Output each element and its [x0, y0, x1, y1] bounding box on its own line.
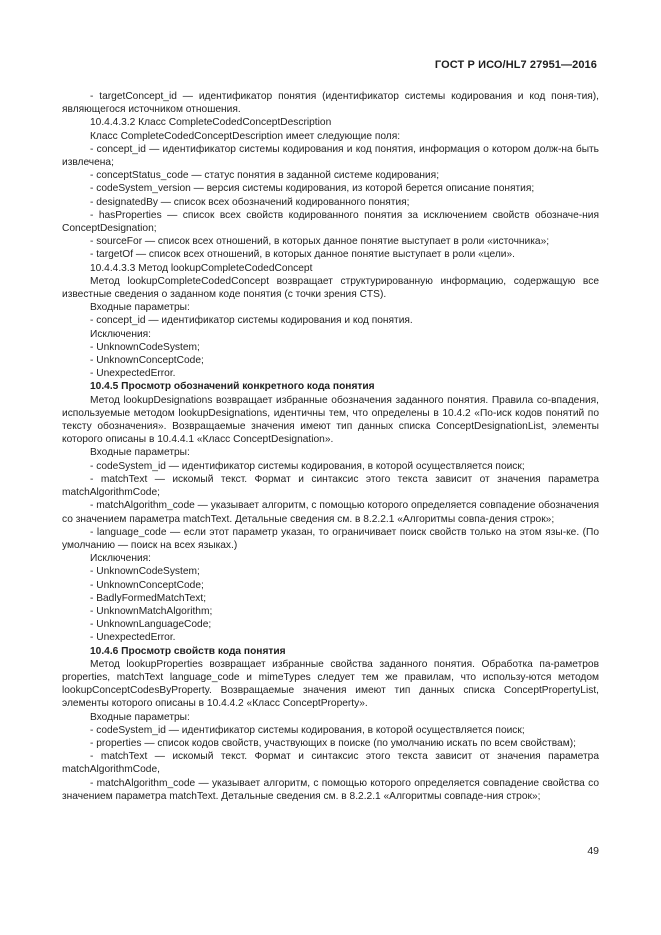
- list-item: - UnknownCodeSystem;: [90, 566, 200, 578]
- list-item: - language_code — если этот параметр указан, то ограничивает поиск свойств только на этом язы-ке. (По умолчанию — поиск на всех языках.): [62, 526, 599, 551]
- list-item: - conceptStatus_code — статус понятия в заданной системе кодирования;: [90, 170, 440, 182]
- paragraph: Исключения:: [90, 328, 151, 340]
- paragraph: Класс CompleteCodedConceptDescription имеет следующие поля:: [90, 130, 401, 142]
- list-item: - hasProperties — список всех свойств кодированного понятия за исключением свойств обозначе-ния ConceptDesignation;: [62, 209, 599, 235]
- list-item: - matchAlgorithm_code — указывает алгоритм, с помощью которого определяется совпадение обозначения со значением параметра matchText. Детальные сведения см. в 8.2.2.1 «Алгоритмы совпа-дения строк»;: [62, 500, 599, 525]
- section-heading: 10.4.6 Просмотр свойств кода понятия: [90, 645, 286, 657]
- paragraph: Входные параметры:: [90, 447, 190, 459]
- paragraph: Метод lookupCompleteCodedConcept возвращает структурированную информацию, содержащую все известные сведения о заданном коде понятия (с точки зрения CTS).: [62, 275, 599, 301]
- list-item: - codeSystem_id — идентификатор системы кодирования, в которой осуществляется поиск;: [90, 460, 525, 472]
- section-heading: 10.4.5 Просмотр обозначений конкретного кода понятия: [90, 381, 375, 393]
- list-item: - UnknownCodeSystem;: [90, 341, 200, 353]
- paragraph: Метод lookupProperties возвращает избранные свойства заданного понятия. Обработка па-раметров properties, matchText language_code и mimeTypes следует тем же правилам, что использу-ются методом lookupConceptCodesByProperty. Возвращаемые значения имеют тип данных списка ConceptPropertyList, элементы которого описаны в 10.4.4.2 «Класс ConceptProperty».: [62, 658, 599, 710]
- list-item: - codeSystem_version — версия системы кодирования, из которой берется описание понятия;: [90, 183, 535, 195]
- list-item: - BadlyFormedMatchText;: [90, 592, 207, 604]
- list-item: - matchText — искомый текст. Формат и синтаксис этого текста зависит от значения параметра matchAlgorithmCode,: [62, 751, 599, 776]
- list-item: - UnknownConceptCode;: [90, 355, 204, 367]
- document-header: ГОСТ Р ИСО/HL7 27951—2016: [434, 59, 597, 71]
- list-item: - UnknownConceptCode;: [90, 579, 204, 591]
- section-heading: 10.4.4.3.3 Метод lookupCompleteCodedConcept: [90, 262, 313, 274]
- page-number: 49: [587, 845, 599, 857]
- paragraph: Входные параметры:: [90, 302, 190, 314]
- paragraph: Входные параметры:: [90, 711, 190, 723]
- paragraph: - targetConcept_id — идентификатор понятия (идентификатор системы кодирования и код поня-тия), являющегося источником отношения.: [62, 91, 599, 116]
- list-item: - concept_id — идентификатор системы кодирования и код понятия, информация о котором долж-на быть извлечена;: [62, 143, 599, 169]
- paragraph: Метод lookupDesignations возвращает избранные обозначения заданного понятия. Правила со-впадения, используемые методом lookupDesignations, идентичны тем, что определены в 10.4.2 «По-иск кодов понятий по тексту обозначения». Возвращаемые значения имеют тип данных списка ConceptDesignationList, элементы которого описаны в 10.4.4.1 «Класс ConceptDesignation».: [62, 394, 599, 446]
- document-body: [62, 90, 599, 803]
- section-heading: 10.4.4.3.2 Класс CompleteCodedConceptDescription: [90, 117, 332, 129]
- list-item: - sourceFor — список всех отношений, в которых данное понятие выступает в роли «источника»;: [90, 236, 550, 248]
- list-item: - concept_id — идентификатор системы кодирования и код понятия.: [90, 315, 413, 327]
- list-item: - UnknownLanguageCode;: [90, 619, 212, 631]
- list-item: - UnknownMatchAlgorithm;: [90, 605, 213, 617]
- list-item: - UnexpectedError.: [90, 632, 176, 644]
- list-item: - codeSystem_id — идентификатор системы кодирования, в которой осуществляется поиск;: [90, 724, 525, 736]
- list-item: - properties — список кодов свойств, участвующих в поиске (по умолчанию искать по всем свойствам);: [90, 737, 576, 749]
- list-item: - matchAlgorithm_code — указывает алгоритм, с помощью которого определяется совпадение свойства со значением параметра matchText. Детальные сведения см. в 8.2.2.1 «Алгоритмы совпаде-ния строк»;: [62, 777, 599, 802]
- paragraph: Исключения:: [90, 553, 151, 565]
- list-item: - designatedBy — список всех обозначений кодированного понятия;: [90, 196, 410, 208]
- list-item: - targetOf — список всех отношений, в которых данное понятие выступает в роли «цели».: [90, 249, 515, 261]
- list-item: - UnexpectedError.: [90, 368, 176, 380]
- list-item: - matchText — искомый текст. Формат и синтаксис этого текста зависит от значения параметра matchAlgorithmCode;: [62, 473, 599, 499]
